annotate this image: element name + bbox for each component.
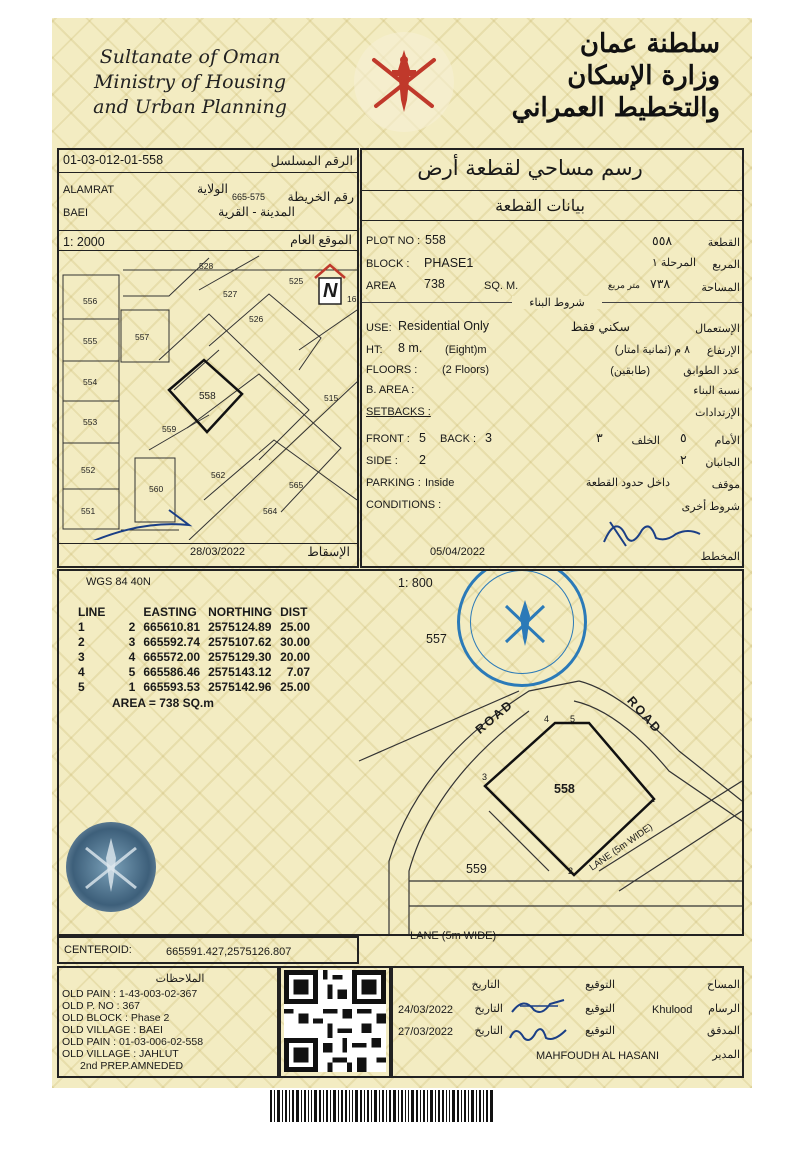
location-label: الموقع العام <box>290 233 352 247</box>
header-ar-line-2: وزارة الإسكان <box>567 61 720 91</box>
area-ar-label: المساحة <box>701 282 740 294</box>
qr-code-icon <box>284 970 386 1072</box>
loc-plot-515: 515 <box>324 393 339 403</box>
cell: 665592.74 <box>143 634 201 649</box>
header-arabic <box>470 28 720 124</box>
map-no-value: 665-575 <box>232 192 266 202</box>
loc-plot-551: 551 <box>81 506 96 516</box>
cell: 665610.81 <box>143 619 201 634</box>
cell: 1 <box>78 619 85 634</box>
area-unit-ar: متر مربع <box>607 280 640 290</box>
header-english <box>70 45 310 120</box>
barea-label: B. AREA : <box>366 384 415 396</box>
height-ar: ٨ م (ثمانية امتار) <box>614 344 690 356</box>
block-label: BLOCK : <box>366 258 410 270</box>
khanjar-emblem-icon <box>352 30 456 134</box>
corner-1: 1 <box>650 794 656 804</box>
loc-plot-528: 528 <box>199 261 214 271</box>
building-date: 05/04/2022 <box>430 546 486 558</box>
cell: 5 <box>128 664 136 679</box>
note-line: OLD PAIN : 01-03-006-02-558 <box>62 1036 204 1048</box>
surveyor-sign-label: التوقيع <box>585 979 615 991</box>
floors-value: (2 Floors) <box>442 364 490 376</box>
corner-2: 2 <box>568 866 574 876</box>
side-value: 2 <box>419 453 426 467</box>
centroid-value: 665591.427,2575126.807 <box>166 946 292 958</box>
loc-plot-565: 565 <box>289 480 304 490</box>
lane-label-diagonal: LANE (5m WIDE) <box>587 821 655 874</box>
plot-data-title: بيانات القطعة <box>495 198 585 215</box>
loc-plot-562: 562 <box>211 470 226 480</box>
conditions-label: CONDITIONS : <box>366 499 442 511</box>
area-unit: SQ. M. <box>484 280 519 292</box>
wilayat-label: الولاية <box>196 182 228 196</box>
location-date: 28/03/2022 <box>190 546 246 558</box>
planner-ar-label: المخطط <box>700 551 740 563</box>
header-ar-line-3: والتخطيط العمراني <box>511 93 720 123</box>
map-no-label: رقم الخريطة <box>287 190 354 204</box>
site-plot-558: 558 <box>554 782 575 796</box>
note-line: OLD PAIN : 1-43-003-02-367 <box>62 988 198 1000</box>
parking-label: PARKING : <box>366 477 421 489</box>
front-ar: ٥ <box>680 431 687 445</box>
loc-plot-559: 559 <box>162 424 177 434</box>
loc-plot-526: 526 <box>249 314 264 324</box>
header-en-line-3: and Urban Planning <box>93 96 287 118</box>
table-row <box>78 619 318 634</box>
building-rules-title: شروط البناء <box>512 296 602 309</box>
use-value: Residential Only <box>398 319 490 333</box>
height-value: 8 m. <box>398 341 423 355</box>
cell: 30.00 <box>280 634 311 649</box>
area-label: AREA <box>366 280 396 292</box>
drafter-signature <box>508 994 568 1018</box>
height-ar-label: الإرتفاع <box>706 345 740 357</box>
cell: 2575129.30 <box>208 649 272 664</box>
note-line: OLD P. NO : 367 <box>62 1000 141 1012</box>
notes-title: الملاحظات <box>155 973 205 985</box>
note-line: OLD VILLAGE : BAEI <box>62 1024 163 1036</box>
serial-number: 01-03-012-01-558 <box>63 153 164 167</box>
cell: 2575142.96 <box>208 679 272 694</box>
cell: 2575124.89 <box>208 619 272 634</box>
checker-date-label: التاريخ <box>474 1025 503 1037</box>
floors-label: FLOORS : <box>366 364 418 376</box>
road-label-left: ROAD <box>472 697 517 737</box>
loc-plot-558: 558 <box>199 391 216 402</box>
corner-4: 4 <box>544 714 550 724</box>
cell: 2575143.12 <box>208 664 272 679</box>
parking-value: Inside <box>425 477 455 489</box>
cell: 25.00 <box>280 679 311 694</box>
setbacks-ar-label: الإرتدادات <box>695 407 740 419</box>
setbacks-label: SETBACKS : <box>366 406 431 418</box>
table-row <box>78 664 318 679</box>
parking-ar-label: موقف <box>711 479 740 491</box>
drafter-date-label: التاريخ <box>474 1003 503 1015</box>
location-scale: 1: 2000 <box>63 235 105 249</box>
header-ar-line-1: سلطنة عمان <box>579 29 720 59</box>
wilayat-value: ALAMRAT <box>63 184 115 196</box>
floors-ar: (طابقين) <box>610 365 650 377</box>
checker-signature <box>506 1018 570 1046</box>
table-row <box>78 649 318 664</box>
cell: 4 <box>78 664 85 679</box>
surveyor-label: المساح <box>706 979 740 991</box>
plot-no-label: PLOT NO : <box>366 235 421 247</box>
drafter-date: 24/03/2022 <box>398 1004 454 1016</box>
coordinates-header-row <box>78 604 318 619</box>
village-label: المدينة - القرية <box>218 205 295 219</box>
note-line: OLD BLOCK : Phase 2 <box>62 1012 170 1024</box>
village-value: BAEI <box>63 207 89 219</box>
loc-plot-557: 557 <box>135 332 150 342</box>
header-en-line-1: Sultanate of Oman <box>99 46 281 68</box>
cell: 25.00 <box>280 619 311 634</box>
cell: 665572.00 <box>143 649 201 664</box>
coordinates-table <box>78 604 318 694</box>
drafter-label: الرسام <box>708 1003 740 1015</box>
serial-label: الرقم المسلسل <box>270 154 353 168</box>
floors-ar-label: عدد الطوابق <box>683 365 740 377</box>
oman-emblem-logo <box>352 30 456 134</box>
col-dist-header: DIST <box>280 604 308 619</box>
conditions-ar-label: شروط أخرى <box>681 501 740 513</box>
corner-5: 5 <box>570 714 576 724</box>
road-label-right: ROAD <box>624 693 665 737</box>
lane-label-bottom: LANE (5m WIDE) <box>410 930 497 942</box>
notes-list <box>62 988 203 1072</box>
height-words: (Eight)m <box>445 344 487 356</box>
note-line: OLD VILLAGE : JAHLUT <box>62 1048 179 1060</box>
corner-3: 3 <box>482 772 488 782</box>
document-title: رسم مساحي لقطعة أرض <box>417 156 643 180</box>
loc-plot-552: 552 <box>81 465 96 475</box>
site-plot-559: 559 <box>466 862 487 876</box>
loc-plot-525: 525 <box>289 276 304 286</box>
cell: 7.07 <box>286 664 311 679</box>
back-value: 3 <box>485 431 492 445</box>
datum-label: WGS 84 40N <box>86 576 151 588</box>
checker-sign-label: التوقيع <box>585 1025 615 1037</box>
drafter-sign-label: التوقيع <box>585 1003 615 1015</box>
note-line: 2nd PREP.AMNEDED <box>80 1060 184 1072</box>
plot-no-value: 558 <box>425 233 446 247</box>
use-ar-label: الإستعمال <box>695 323 740 335</box>
site-plot-557: 557 <box>426 632 447 646</box>
front-value: 5 <box>419 431 426 445</box>
table-row <box>78 634 318 649</box>
north-arrow-icon <box>313 262 347 306</box>
loc-plot-560: 560 <box>149 484 164 494</box>
barcode <box>270 1090 532 1124</box>
cell: 3 <box>128 634 136 649</box>
area-ar: ٧٣٨ <box>650 277 671 291</box>
drafter-name: Khulood <box>652 1004 693 1016</box>
location-map <box>59 250 357 540</box>
cell: 1 <box>128 679 136 694</box>
col-easting-header: EASTING <box>143 604 197 619</box>
cell: 2 <box>128 619 136 634</box>
use-ar: سكني فقط <box>570 320 630 334</box>
table-row <box>78 679 318 694</box>
area-summary: AREA = 738 SQ.m <box>112 696 214 710</box>
plot-no-ar-label: القطعة <box>707 237 740 249</box>
projection-label: الإسقاط <box>307 545 350 559</box>
cell: 2 <box>78 634 85 649</box>
north-label: N <box>323 280 338 302</box>
back-ar-label: الخلف <box>631 435 660 447</box>
front-label: FRONT : <box>366 433 410 445</box>
hologram-seal-icon <box>66 822 156 912</box>
header-en-line-2: Ministry of Housing <box>93 71 287 93</box>
loc-plot-553: 553 <box>83 417 98 427</box>
plot-no-ar: ٥٥٨ <box>652 234 673 248</box>
side-ar: ٢ <box>680 453 687 467</box>
cell: 3 <box>78 649 85 664</box>
block-ar: المرحلة ١ <box>651 257 696 269</box>
block-value: PHASE1 <box>424 256 474 270</box>
area-value: 738 <box>424 277 445 291</box>
director-name: MAHFOUDH AL HASANI <box>536 1050 660 1062</box>
centroid-label: CENTEROID: <box>64 944 132 956</box>
side-label: SIDE : <box>366 455 398 467</box>
col-line-header: LINE <box>78 604 106 619</box>
front-ar-label: الأمام <box>714 435 740 447</box>
plan-scale: 1: 800 <box>398 576 433 590</box>
height-label: HT: <box>366 344 383 356</box>
back-label: BACK : <box>440 433 477 445</box>
barea-ar-label: نسبة البناء <box>693 385 740 397</box>
checker-date: 27/03/2022 <box>398 1026 454 1038</box>
side-ar-label: الجانبان <box>705 457 740 469</box>
loc-plot-556: 556 <box>83 296 98 306</box>
cell: 665593.53 <box>143 679 201 694</box>
cell: 20.00 <box>280 649 311 664</box>
cell: 4 <box>128 649 136 664</box>
use-label: USE: <box>366 322 392 334</box>
loc-plot-554: 554 <box>83 377 98 387</box>
cell: 5 <box>78 679 85 694</box>
col-northing-header: NORTHING <box>208 604 273 619</box>
parking-ar: داخل حدود القطعة <box>585 477 670 489</box>
cell: 2575107.62 <box>208 634 272 649</box>
checker-label: المدقق <box>707 1025 740 1037</box>
block-ar-label: المربع <box>712 259 740 271</box>
cell: 665586.46 <box>143 664 201 679</box>
surveyor-date-label: التاريخ <box>471 979 500 991</box>
loc-plot-527: 527 <box>223 289 238 299</box>
loc-plot-16: 16 <box>347 294 357 304</box>
planner-signature <box>596 512 706 552</box>
loc-plot-564: 564 <box>263 506 278 516</box>
col-blank-header <box>113 604 143 619</box>
loc-plot-555: 555 <box>83 336 98 346</box>
back-ar: ٣ <box>596 431 603 445</box>
director-label: المدير <box>712 1049 740 1061</box>
